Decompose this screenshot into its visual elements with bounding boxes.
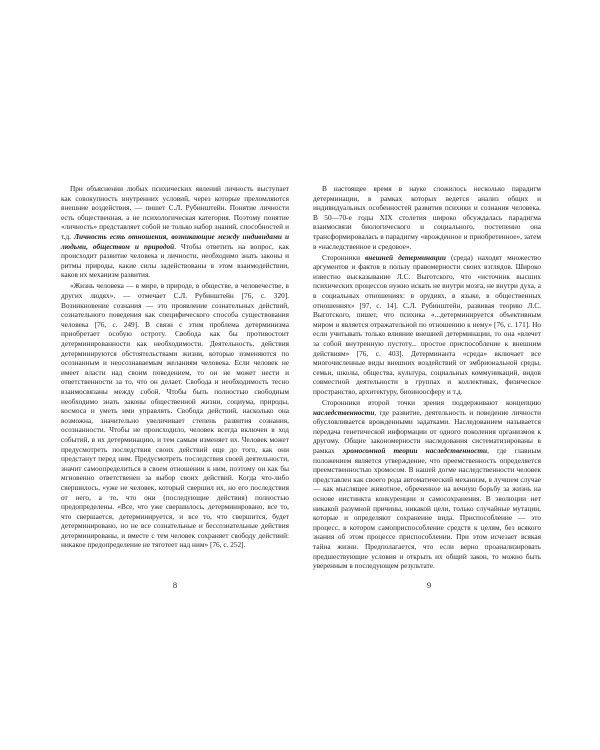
right-p2-text-a: Сторонники bbox=[322, 252, 366, 262]
right-p3-text-a: Сторонники второй точки зрения поддерживают концепцию bbox=[322, 398, 541, 408]
left-page bbox=[61, 184, 289, 552]
right-p3-emphasis-2: хромосомной теории наследственности bbox=[342, 446, 488, 456]
right-page-number: 9 bbox=[426, 580, 432, 590]
right-p3-emphasis-1: наследственности bbox=[313, 407, 375, 417]
right-p2-text-b: (среда) находят множество аргументов и фактов в пользу правомерности своих взглядов. Широко известно высказывание Л.С. Выготского, что «источник высших психических процессов нужно искать не внутри мозга, не внутри духа, а в социальных отношениях: в орудиях, в языке, в общественных отношениях» [97, с. 14]. С.Л. Рубинштейн, развивая теорию Л.С. Выготского, пишет, что психика «...детерминируется объективным миром и является отражательной по отношению к нему» [76, с. 171]. Но если учитывать только влияние внешней детерминации, то она «влечет за собой внутренную пустоту... простое приспособление к внешним действиям» [76, с. 403]. Детерминанта «среда» включает все многочисленные виды внешних воздействий от эмбриональной среды, семьи, школы, общества, культура, социальных коммуникаций, видов совместной деятельности в группах и коллективах, физическое пространство, архитектуру, биоиноосферу и т.д. bbox=[313, 252, 541, 396]
right-paragraph-2 bbox=[313, 253, 541, 397]
left-page-number: 8 bbox=[172, 580, 178, 590]
right-paragraph-1: В настоящее время в науке сложилось несколько парадигм детерминации, в рамках которых ведется анализ общих и индивидуальных особенностей развития психики и сознания человека. В 50—70-е годы XIX столетия широко обсуждалась парадигма взаимосвязи биологического и социального, постепенно она трансформировалась в парадигму «врожденное и приобретенное», затем в «наследственное и средовое». bbox=[313, 184, 541, 251]
left-p1-emphasis: Личность есть отношения, возникающие между индивидами и людьми, обществом и природой bbox=[61, 231, 289, 251]
right-p2-emphasis: внешней детерминации bbox=[365, 252, 446, 262]
right-paragraph-3 bbox=[313, 398, 541, 571]
right-p3-text-c: , где главным положением является утверждение, что преемственность определяется преемственностью хромосом. В нашей догме наследственности человек представлен как своего рода автоматический механизм, в лучшем случае — как мыслящее животное, обреченное на вечную борьбу за жизнь на основе инстинкта конкуренции и самосохранения. В эволюции нет никакой разумной причины, никакой цели, только случайные мутации, которые и определяют сохранение вида. Приспособление — это процесс, в котором самоприспособление средств к целям, без всякого знания об этом процессе приспособлении. При этом исчезает всякая тайна жизни. Предполагается, что если верно проанализировать предшествующие условия и открыть их общий закон, то можно быть уверенным в последующем результате. bbox=[313, 446, 541, 571]
left-paragraph-1 bbox=[61, 184, 289, 280]
right-page bbox=[313, 184, 541, 572]
left-paragraph-2: «Жизнь человека — в мире, в природе, в обществе, в человечестве, в других людях», — отмечает С.Л. Рубинштейн [76, с. 320]. Возникновение сознания — это проявление сознательных действий, сознательного поведения как специфического способа существования человека [76, с. 249]. В связи с этим проблема детерминизма приобретает особую остроту. Свобода как бы противостоит детерминированности как необходимости. Деятельность, действия детерминируются обстоятельствами жизни, которые изменяются по осознанным и неосознаваемым желаниям человека. Если человек не имеет власти над своим поведением, то он не может нести и ответственности за то, что он делает. Свобода и необходимость тесно взаимосвязаны между собой. Чтобы быть полностью свободным необходимо знать законы общественной жизни, социума, природы, космоса и уметь ими управлять. Свобода действий, насколько она возможна, значительно увеличивает степень развития сознания, осознанности. Чтобы не происходило, человек всегда включен в ход событий, в их детерминацию, и тем самым изменяет их. Человек может предусмотреть последствия своих действий еще до того, как они предстанут перед ним. Предусмотреть последствия своей деятельности, значит самоопределиться в своем отношении к ним, поэтому он как бы мгновенно ответственен за выбор своих действий. Когда что-либо свершилось, «уже не человек, который свершил их, но его последствия от него, а то, что они (последующие действия) полностью предопределены. «Все, что уже свершилось, детерминировано, все то, что свершается, детерминируется, и все то, что свершится, будет детерминировано, но не все сознательные и бессознательные действия детерминированы, и вместе с тем человек сохраняет свободу действий: никакое предопределение не тяготеет над ним» [76, с. 252]. bbox=[61, 281, 289, 550]
left-p1-text-b: . Чтобы ответить на вопрос, как происходит развитие человека и личности, необходимо знать законы и ритмы природы, какие силы задействованы в этом взаимодействии, каков их механизм развития. bbox=[61, 241, 289, 280]
left-p1-text-a: При объяснении любых психических явлений личность выступает как совокупность внутренних условий, через которые преломляются внешние воздействия, — пишет С.Л. Рубинштейн. Понятие личности есть общественная, а не психологическая категория. Поэтому понятие «личность» представляет собой не только набор знаний, способностей и т.д. bbox=[61, 184, 289, 241]
right-p3-text-b: , где развитие, деятельность и поведение личности обусловливается врожденными задатками. Наследованием называется передача генетической информации от одного поколения организмов к другому. Общие закономерности наследования систематизированы в рамках bbox=[313, 407, 541, 456]
